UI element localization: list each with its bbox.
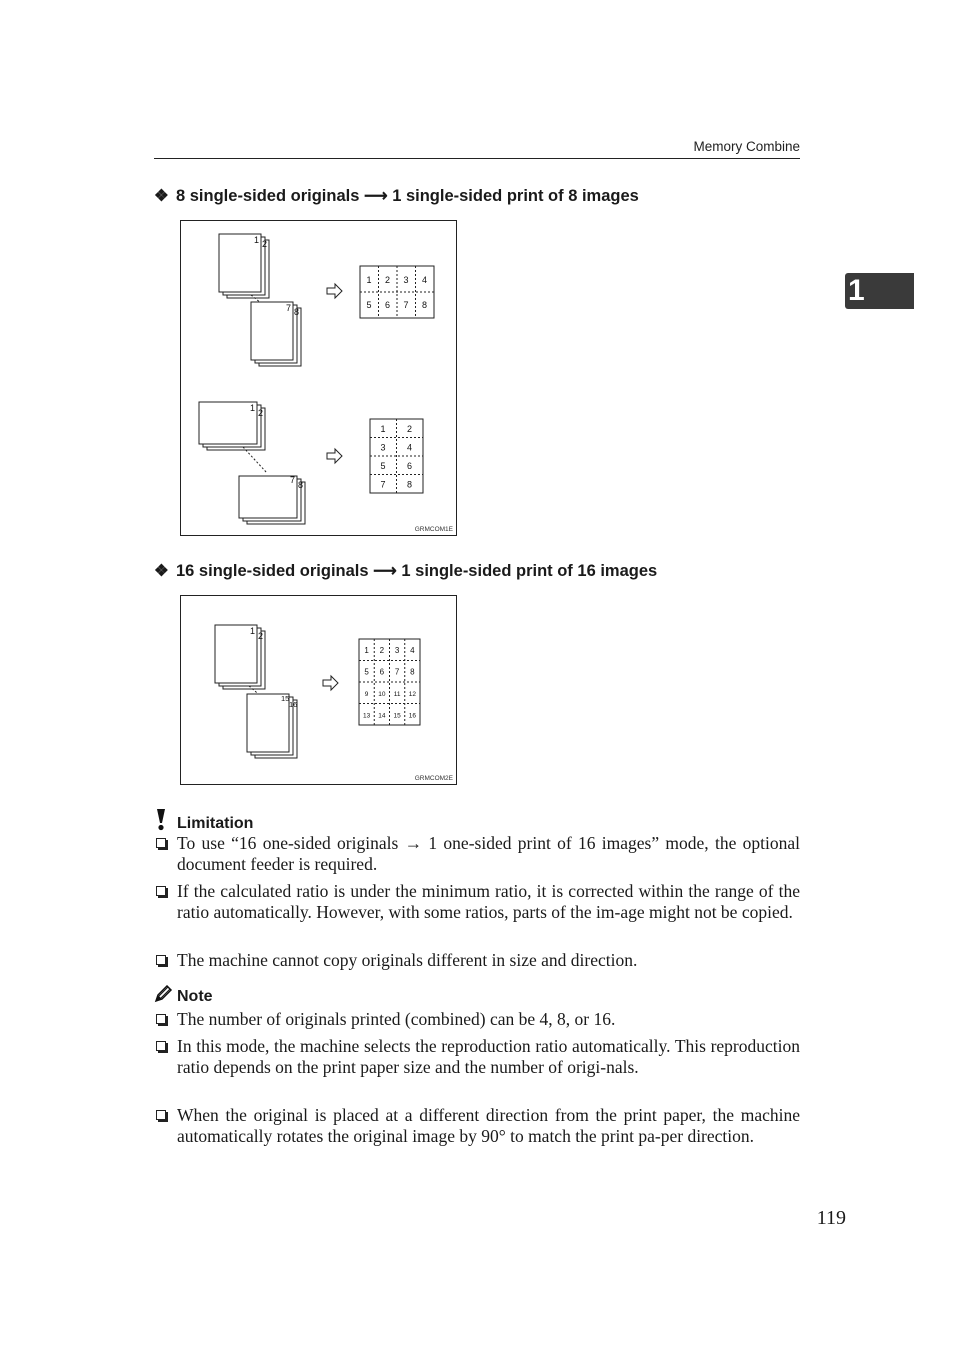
page-number: 119 (816, 1207, 846, 1229)
list-item (154, 1105, 800, 1147)
checkbox-bullet-icon (156, 1041, 166, 1051)
cell-label: 1 (380, 424, 386, 434)
page-label: 2 (262, 239, 268, 249)
cell-label: 8 (421, 300, 428, 310)
page-label: 8 (298, 480, 304, 490)
checkbox-bullet-icon (156, 886, 166, 896)
section-heading-16 (154, 561, 657, 581)
list-item-text: If the calculated ratio is under the minimum ratio, it is corrected within the range of the ratio automatically. However, with some ratios, parts of the im-age might not be copied. (177, 881, 800, 922)
cell-label: 5 (380, 461, 386, 471)
page-label: 2 (258, 631, 264, 641)
arrow-right-icon (327, 449, 342, 463)
list-item (154, 833, 800, 875)
running-head: Memory Combine (693, 139, 800, 154)
section-title: 16 single-sided originals ⟶ 1 single-sided print of 16 images (176, 562, 658, 580)
cell-label: 7 (394, 667, 400, 677)
cell-label: 14 (378, 712, 386, 720)
page-label: 15 (281, 694, 290, 703)
header-rule (154, 158, 800, 159)
diamond-bullet-icon: ❖ (154, 562, 169, 580)
cell-label: 2 (384, 275, 391, 285)
cell-label: 5 (366, 300, 372, 310)
page-label: 16 (289, 700, 298, 709)
page-label: 2 (258, 408, 264, 418)
checkbox-bullet-icon (156, 1014, 166, 1024)
cell-label: 4 (421, 275, 428, 285)
figure-code: GRMCOM1E (414, 526, 453, 533)
list-item (154, 881, 800, 923)
list-item-text: When the original is placed at a different direction from the print paper, the machine automatically rotates the original image by 90° to match the print pa-per direction. (177, 1105, 800, 1146)
cell-label: 13 (362, 712, 371, 720)
page-label: 1 (250, 626, 256, 636)
checkbox-bullet-icon (156, 955, 166, 965)
figure-16-images (180, 595, 457, 785)
cell-label: 3 (394, 646, 400, 655)
cell-label: 9 (364, 691, 369, 698)
list-item-text: The number of originals printed (combined) can be 4, 8, or 16. (177, 1009, 616, 1029)
cell-label: 4 (406, 442, 413, 453)
list-item-text: In this mode, the machine selects the reproduction ratio automatically. This reproduction ratio depends on the print paper size and the number of origi-nals. (177, 1036, 800, 1077)
limitation-label: Limitation (177, 815, 254, 832)
page-label: 1 (254, 235, 260, 245)
figure-16-diagram (181, 596, 458, 786)
cell-label: 7 (380, 479, 386, 490)
page-label: 7 (286, 303, 292, 313)
cell-label: 7 (403, 300, 409, 310)
cell-label: 2 (379, 646, 385, 655)
cell-label: 4 (410, 646, 415, 655)
limitation-title (154, 809, 253, 833)
diamond-bullet-icon: ❖ (154, 187, 169, 205)
section-heading-8 (154, 186, 639, 206)
cell-label: 1 (366, 275, 372, 285)
page-label: 1 (250, 403, 256, 413)
list-item (154, 1036, 800, 1078)
arrow-right-icon (323, 676, 338, 690)
page-label: 8 (294, 307, 300, 317)
figure-8-images (180, 220, 457, 536)
figure-code: GRMCOM2E (414, 775, 453, 782)
cell-label: 15 (393, 712, 401, 720)
cell-label: 8 (406, 479, 413, 490)
list-item (154, 950, 800, 971)
section-title: 8 single-sided originals ⟶ 1 single-sided print of 8 images (176, 187, 639, 205)
cell-label: 5 (364, 667, 369, 677)
cell-label: 2 (406, 424, 413, 434)
cell-label: 3 (403, 275, 409, 285)
page-label: 7 (290, 475, 296, 485)
list-item-text: The machine cannot copy originals different in size and direction. (177, 950, 638, 970)
arrow-right-icon (327, 284, 342, 298)
cell-label: 3 (380, 442, 386, 453)
checkbox-bullet-icon (156, 1110, 166, 1120)
exclamation-icon (154, 809, 177, 833)
checkbox-bullet-icon (156, 838, 166, 848)
figure-8-diagram (181, 221, 458, 537)
chapter-tab: 1 (845, 273, 914, 309)
cell-label: 11 (393, 691, 401, 698)
list-item (154, 1009, 800, 1030)
cell-label: 8 (410, 667, 415, 677)
note-title (154, 985, 213, 1006)
pencil-icon (154, 985, 177, 1006)
list-item-text: To use “16 one-sided originals → 1 one-sided print of 16 images” mode, the optional document feeder is required. (177, 833, 800, 874)
cell-label: 1 (364, 646, 369, 655)
cell-label: 6 (406, 461, 413, 471)
cell-label: 10 (378, 691, 386, 698)
note-label: Note (177, 988, 213, 1005)
cell-label: 12 (408, 691, 417, 698)
cell-label: 6 (384, 300, 391, 310)
cell-label: 6 (379, 667, 385, 677)
cell-label: 16 (408, 712, 417, 720)
